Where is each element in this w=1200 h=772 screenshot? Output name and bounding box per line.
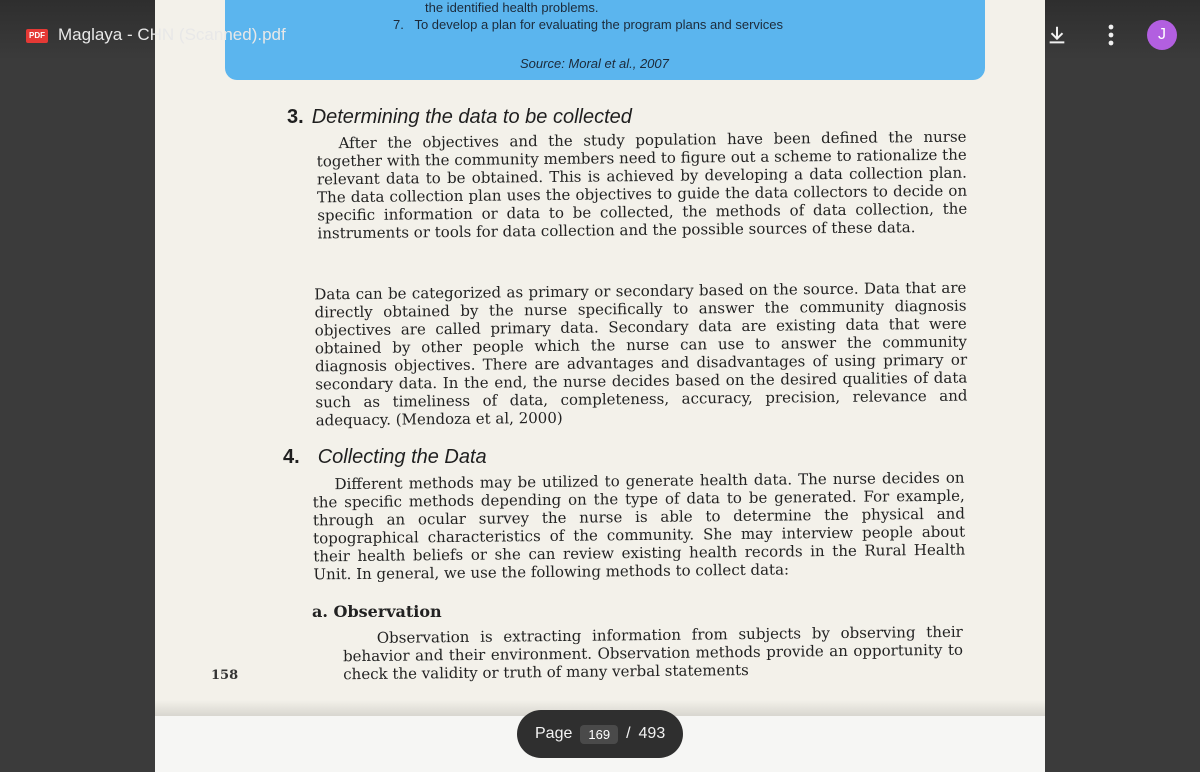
section-4-paragraph: Different methods may be utilized to generate health data. The nurse decides on the specific methods depending on the type of data to be generated. For example, through an ocular survey the nurse is able to determine the physical and topographical characteristics of the community. She may interview people about their health beliefs or she can review existing health records in the Rural Health Unit. In general, we use the following methods to collect data: xyxy=(312,468,966,584)
current-page-input[interactable]: 169 xyxy=(580,725,618,744)
page-separator: / xyxy=(626,725,631,742)
box-line-1: the identified health problems. xyxy=(425,0,599,15)
subsection-a-paragraph: Observation is extracting information from subjects by observing their behavior and their environment. Observation methods provide an opportunity to check the validity or truth of many verbal statements xyxy=(342,622,964,684)
section-3-paragraph-2: Data can be categorized as primary or secondary based on the source. Data that are directly obtained by the nurse specifically to answer the community diagnosis objectives are called primary data. Secondary data are existing data that were obtained by other people which the nurse can use to answer the community diagnosis objectives. There are advantages and disadvantages of using primary or secondary data. In the end, the nurse decides based on the desired qualities of data such as timeliness of data, completeness, accuracy, precision, relevance and adequacy. (Mendoza et al, 2000) xyxy=(314,278,968,430)
box-line-2-num: 7. xyxy=(393,17,404,32)
viewer-toolbar xyxy=(0,0,1200,72)
subsection-a-title: a. Observation xyxy=(312,602,442,621)
account-avatar[interactable]: J xyxy=(1147,20,1177,50)
section-3-heading xyxy=(287,106,632,129)
page-indicator xyxy=(517,710,683,758)
page-number: 158 xyxy=(211,668,239,683)
document-title: Maglaya - CHN (Scanned).pdf xyxy=(58,25,286,44)
section-4-heading xyxy=(283,446,487,469)
section-3-title: Determining the data to be collected xyxy=(311,106,632,128)
section-3-number: 3. xyxy=(287,106,304,128)
page-label: Page xyxy=(535,725,573,742)
box-source: Source: Moral et al., 2007 xyxy=(520,56,669,71)
section-4-number: 4. xyxy=(283,446,300,468)
section-3-paragraph: After the objectives and the study population have been defined the nurse together with the community members need to figure out a scheme to rationalize the relevant data to be obtained. This is achieved by developing a data collection plan. The data collection plan uses the objectives to guide the data collectors to decide on specific information or data to be collected, the methods of data collection, the instruments or tools for data collection and the possible sources of these data. xyxy=(316,127,968,243)
more-vert-icon[interactable] xyxy=(1098,22,1124,48)
pdf-file-icon: PDF xyxy=(26,29,48,43)
total-pages: 493 xyxy=(638,725,666,742)
download-icon[interactable] xyxy=(1044,22,1070,48)
section-4-title: Collecting the Data xyxy=(317,446,487,468)
box-line-2-text: To develop a plan for evaluating the program plans and services xyxy=(414,17,784,32)
pdf-page xyxy=(155,0,1045,716)
